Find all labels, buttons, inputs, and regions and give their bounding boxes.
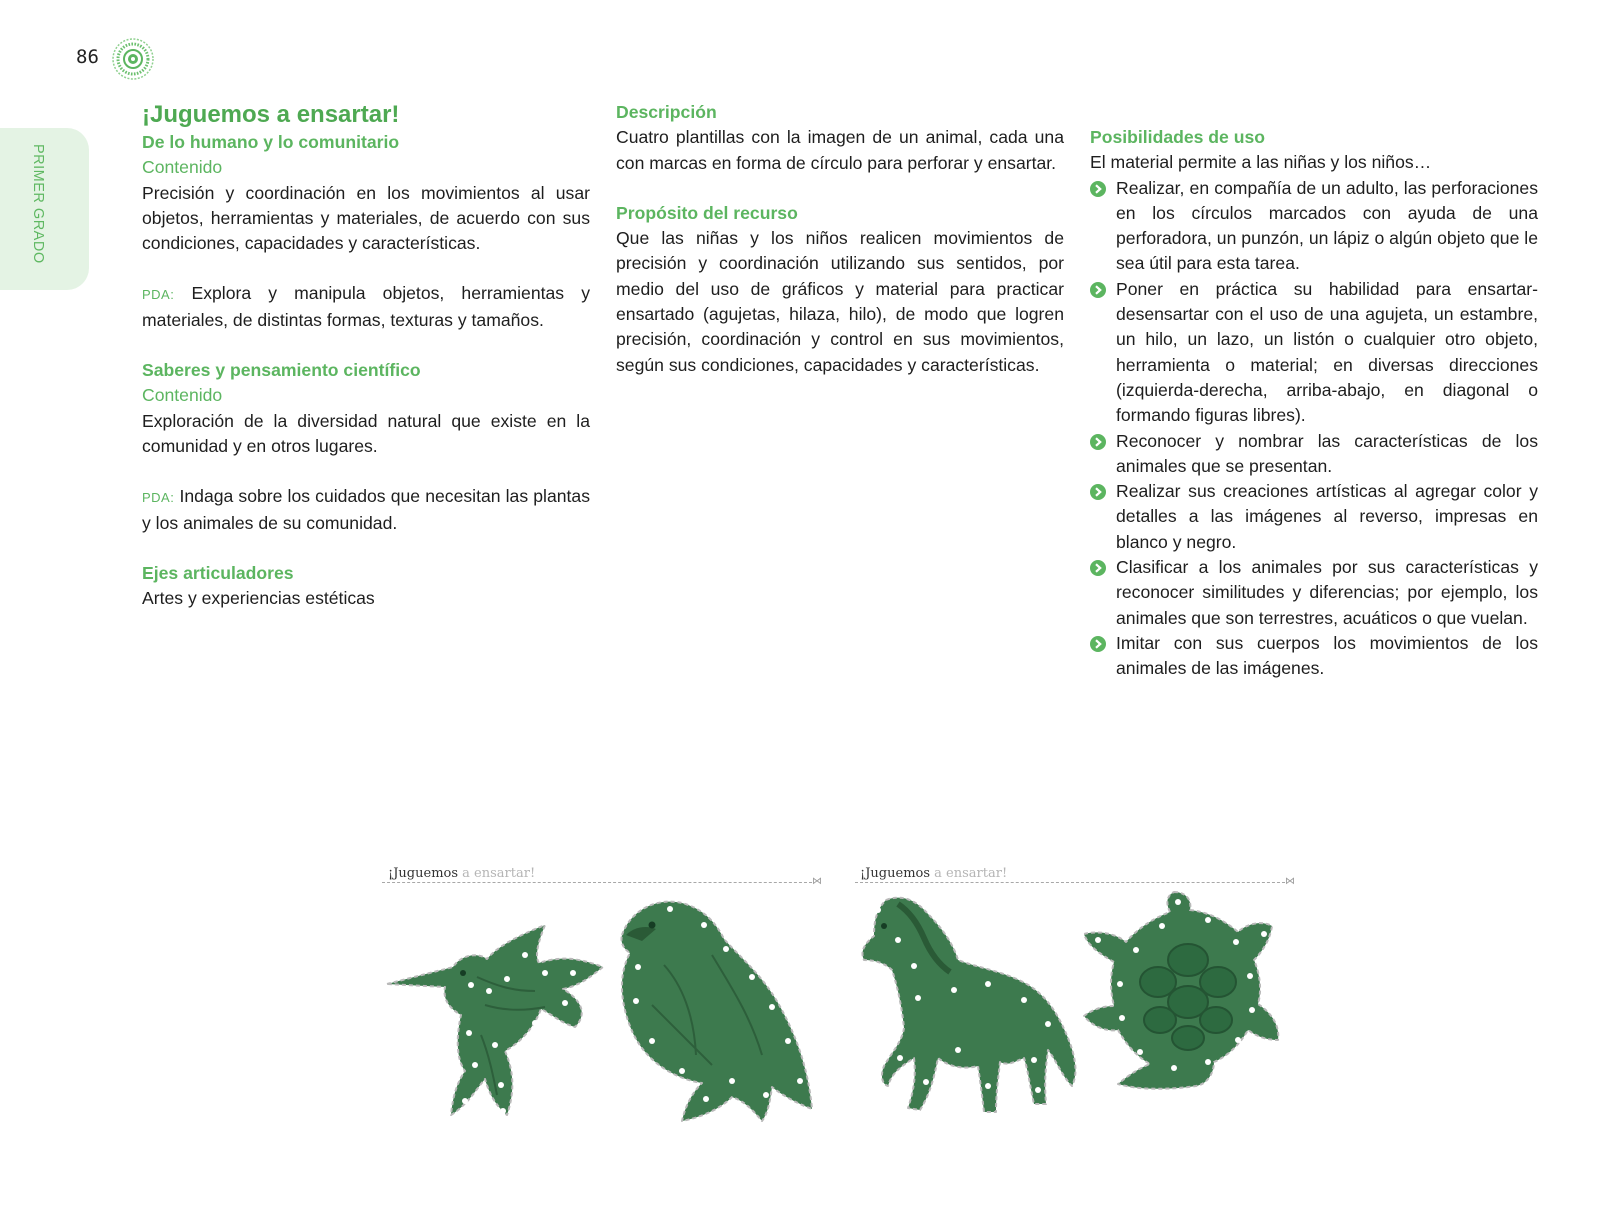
ejes-text: Artes y experiencias estéticas: [142, 588, 375, 609]
turtle-illustration: [1078, 890, 1288, 1110]
list-item-text: Realizar sus creaciones artísticas al agregar color y detalles a las imágenes al reverso, impresas en blanco y negro.: [1116, 481, 1538, 552]
card-title-dark: ¡Juguemos: [388, 866, 459, 881]
list-item: [1090, 176, 1538, 277]
rosette-icon: [112, 38, 154, 80]
list-item: [1090, 429, 1538, 480]
card-end-mark-right: ⋈: [1285, 876, 1295, 887]
grade-side-tab: [0, 128, 89, 290]
card-end-mark-left: ⋈: [812, 876, 822, 887]
list-item-text: Poner en práctica su habilidad para ensartar-desensartar con el uso de una agujeta, un estambre, un hilo, un lazo, un listón o cualquier otro objeto, herramienta o material; en diversas direcciones (izquierda-derecha, arriba-abajo, en diagonal o formando figuras libres).: [1116, 278, 1538, 426]
uses-intro: El material permite a las niñas y los niños…: [1090, 152, 1432, 173]
pda-paragraph: [142, 484, 590, 536]
uses-title: Posibilidades de uso: [1090, 127, 1266, 147]
uses-column: [1090, 125, 1538, 682]
section-title-ejes: Ejes articuladores: [142, 562, 294, 583]
list-item: [1090, 277, 1538, 429]
pda-text: Indaga sobre los cuidados que necesitan las plantas y los animales de su comunidad.: [142, 486, 591, 533]
content-text: Precisión y coordinación en los movimientos al usar objetos, herramientas y materiales, de acuerdo con sus condiciones, capacidades y características.: [142, 182, 590, 254]
pda-label: PDA:: [142, 490, 175, 506]
section-title-saberes: Saberes y pensamiento científico: [142, 360, 421, 381]
chevron-right-circle-icon: [1090, 434, 1106, 450]
card-divider-left: [382, 882, 812, 883]
content-label: Contenido: [142, 385, 223, 406]
purpose-text: Que las niñas y los niños realicen movimientos de precisión y coordinación utilizando sus sentidos, por medio del uso de gráficos y material para practicar ensartado (agujetas, hilaza, hilo), de modo que logren precisión, coordinación y control en sus movimientos, según sus condiciones, capacidades y características.: [616, 228, 1064, 375]
horse-illustration: [858, 890, 1083, 1125]
chevron-right-circle-icon: [1090, 560, 1106, 576]
pda-text: Explora y manipula objetos, herramientas y materiales, de distintas formas, texturas y tamaños.: [142, 283, 590, 330]
pda-paragraph: [142, 281, 590, 333]
chevron-right-circle-icon: [1090, 282, 1106, 298]
card-title-light: a ensartar!: [458, 866, 536, 881]
card-header-left: [388, 866, 535, 881]
section-title-humano: De lo humano y lo comunitario: [142, 132, 400, 152]
hummingbird-illustration: [385, 915, 611, 1130]
chevron-right-circle-icon: [1090, 636, 1106, 652]
content-text: Exploración de la diversidad natural que existe en la comunidad y en otros lugares.: [142, 410, 590, 456]
content-label: Contenido: [142, 157, 223, 178]
description-title: Descripción: [616, 102, 717, 122]
list-item: [1090, 631, 1538, 682]
pda-label: PDA:: [142, 287, 175, 303]
curriculum-column: [142, 100, 590, 611]
chevron-right-circle-icon: [1090, 181, 1106, 197]
card-divider-right: [855, 882, 1285, 883]
card-title-dark: ¡Juguemos: [860, 866, 931, 881]
eagle-illustration: [612, 895, 817, 1135]
list-item-text: Realizar, en compañía de un adulto, las perforaciones en los círculos marcados con ayuda de una perforadora, un punzón, un lápiz o algún objeto que le sea útil para esta tarea.: [1116, 177, 1538, 274]
list-item-text: Clasificar a los animales por sus características y reconocer similitudes y diferencias; por ejemplo, los animales que son terrestres, acuáticos o que vuelan.: [1116, 557, 1538, 628]
list-item-text: Reconocer y nombrar las características de los animales que se presentan.: [1116, 430, 1538, 476]
uses-list: [1090, 176, 1538, 682]
chevron-right-circle-icon: [1090, 484, 1106, 500]
list-item: [1090, 555, 1538, 631]
page-title: ¡Juguemos a ensartar!: [142, 101, 400, 128]
list-item-text: Imitar con sus cuerpos los movimientos de los animales de las imágenes.: [1116, 632, 1538, 679]
grade-label: PRIMER GRADO: [30, 144, 46, 264]
description-text: Cuatro plantillas con la imagen de un animal, cada una con marcas en forma de círculo para perforar y ensartar.: [616, 127, 1064, 173]
purpose-title: Propósito del recurso: [616, 202, 798, 223]
card-header-right: [860, 866, 1007, 881]
list-item: [1090, 479, 1538, 555]
description-column: [616, 100, 1064, 378]
page-number: 86: [76, 46, 99, 68]
card-title-light: a ensartar!: [930, 866, 1008, 881]
